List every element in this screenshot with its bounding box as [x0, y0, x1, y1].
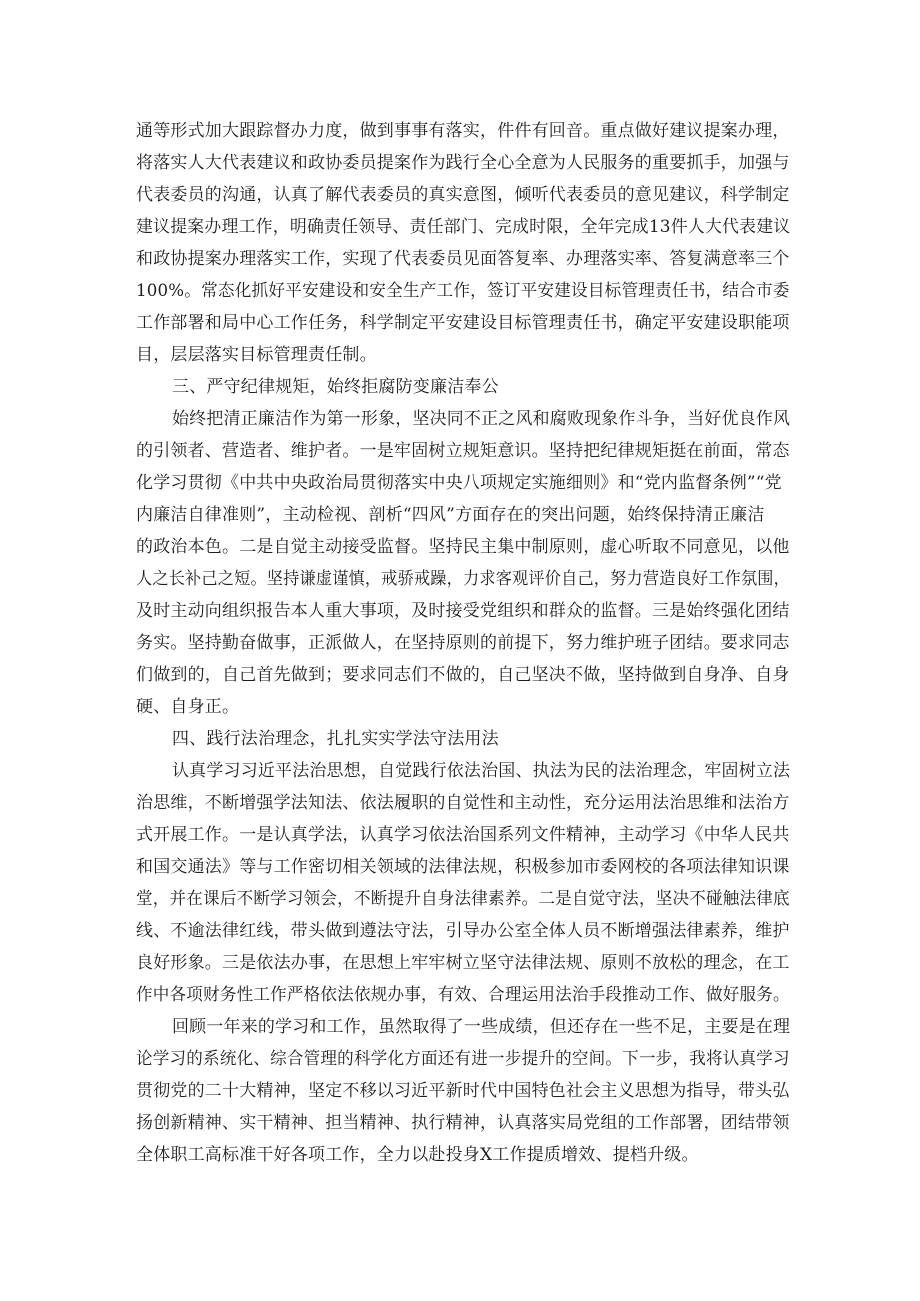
- paragraph-line: 和国交通法》等与工作密切相关领域的法律法规，积极参加市委网校的各项法律知识课: [136, 857, 790, 877]
- paragraph-line: 全体职工高标准干好各项工作，全力以赴投身X工作提质增效、提档升级。: [136, 1145, 699, 1165]
- paragraph-line: 的引领者、营造者、维护者。一是牢固树立规矩意识。坚持把纪律规矩挺在前面，常态: [136, 441, 790, 461]
- paragraph-line: 堂，并在课后不断学习领会，不断提升自身法律素养。二是自觉守法，坚决不碰触法律底: [136, 889, 790, 909]
- paragraph-line: 良好形象。三是依法办事，在思想上牢牢树立坚守法律法规、原则不放松的理念，在工: [136, 953, 790, 973]
- paragraph-line: 作中各项财务性工作严格依法依规办事，有效、合理运用法治手段推动工作、做好服务。: [136, 985, 790, 1005]
- paragraph-line: 目，层层落实目标管理责任制。: [136, 345, 377, 365]
- section-heading: 四、践行法治理念，扎扎实实学法守法用法: [172, 729, 499, 749]
- paragraph-line: 的政治本色。二是自觉主动接受监督。坚持民主集中制原则，虚心听取不同意见，以他: [136, 537, 790, 557]
- section-heading: 三、严守纪律规矩，始终拒腐防变廉洁奉公: [172, 377, 499, 397]
- paragraph-line: 们做到的，自己首先做到；要求同志们不做的，自己坚决不做，坚持做到自身净、自身: [136, 665, 790, 685]
- paragraph-line: 通等形式加大跟踪督办力度，做到事事有落实，件件有回音。重点做好建议提案办理，: [136, 121, 790, 141]
- paragraph-line: 人之长补己之短。坚持谦虚谨慎，戒骄戒躁，力求客观评价自己，努力营造良好工作氛围，: [136, 569, 791, 589]
- paragraph-line: 贯彻党的二十大精神，坚定不移以习近平新时代中国特色社会主义思想为指导，带头弘: [136, 1081, 790, 1101]
- paragraph-line: 及时主动向组织报告本人重大事项，及时接受党组织和群众的监督。三是始终强化团结: [136, 601, 790, 621]
- paragraph-line: 式开展工作。一是认真学法，认真学习依法治国系列文件精神，主动学习《中华人民共: [136, 825, 790, 845]
- paragraph-line: 内廉洁自律准则”，主动检视、剖析“四风”方面存在的突出问题，始终保持清正廉洁: [136, 505, 765, 525]
- paragraph-line: 工作部署和局中心工作任务，科学制定平安建设目标管理责任书，确定平安建设职能项: [136, 313, 790, 333]
- paragraph-line: 认真学习习近平法治思想，自觉践行依法治国、执法为民的法治理念，牢固树立法: [172, 761, 791, 781]
- paragraph-line: 和政协提案办理落实工作，实现了代表委员见面答复率、办理落实率、答复满意率三个: [136, 249, 790, 269]
- paragraph-line: 硬、自身正。: [136, 697, 240, 717]
- paragraph-line: 回顾一年来的学习和工作，虽然取得了一些成绩，但还存在一些不足，主要是在理: [172, 1017, 791, 1037]
- paragraph-line: 100%。常态化抓好平安建设和安全生产工作，签订平安建设目标管理责任书，结合市委: [136, 281, 790, 301]
- paragraph-line: 始终把清正廉洁作为第一形象，坚决同不正之风和腐败现象作斗争，当好优良作风: [172, 409, 791, 429]
- paragraph-line: 将落实人大代表建议和政协委员提案作为践行全心全意为人民服务的重要抓手，加强与: [136, 153, 790, 173]
- paragraph-line: 务实。坚持勤奋做事，正派做人，在坚持原则的前提下，努力维护班子团结。要求同志: [136, 633, 790, 653]
- paragraph-line: 化学习贯彻《中共中央政治局贯彻落实中央八项规定实施细则》和“党内监督条例”“党: [136, 473, 782, 493]
- paragraph-line: 治思维，不断增强学法知法、依法履职的自觉性和主动性，充分运用法治思维和法治方: [136, 793, 790, 813]
- paragraph-line: 扬创新精神、实干精神、担当精神、执行精神，认真落实局党组的工作部署，团结带领: [136, 1113, 790, 1133]
- paragraph-line: 建议提案办理工作，明确责任领导、责任部门、完成时限，全年完成13件人大代表建议: [136, 217, 791, 237]
- paragraph-line: 论学习的系统化、综合管理的科学化方面还有进一步提升的空间。下一步，我将认真学习: [136, 1049, 790, 1069]
- paragraph-line: 代表委员的沟通，认真了解代表委员的真实意图，倾听代表委员的意见建议，科学制定: [136, 185, 790, 205]
- paragraph-line: 线、不逾法律红线，带头做到遵法守法，引导办公室全体人员不断增强法律素养，维护: [136, 921, 790, 941]
